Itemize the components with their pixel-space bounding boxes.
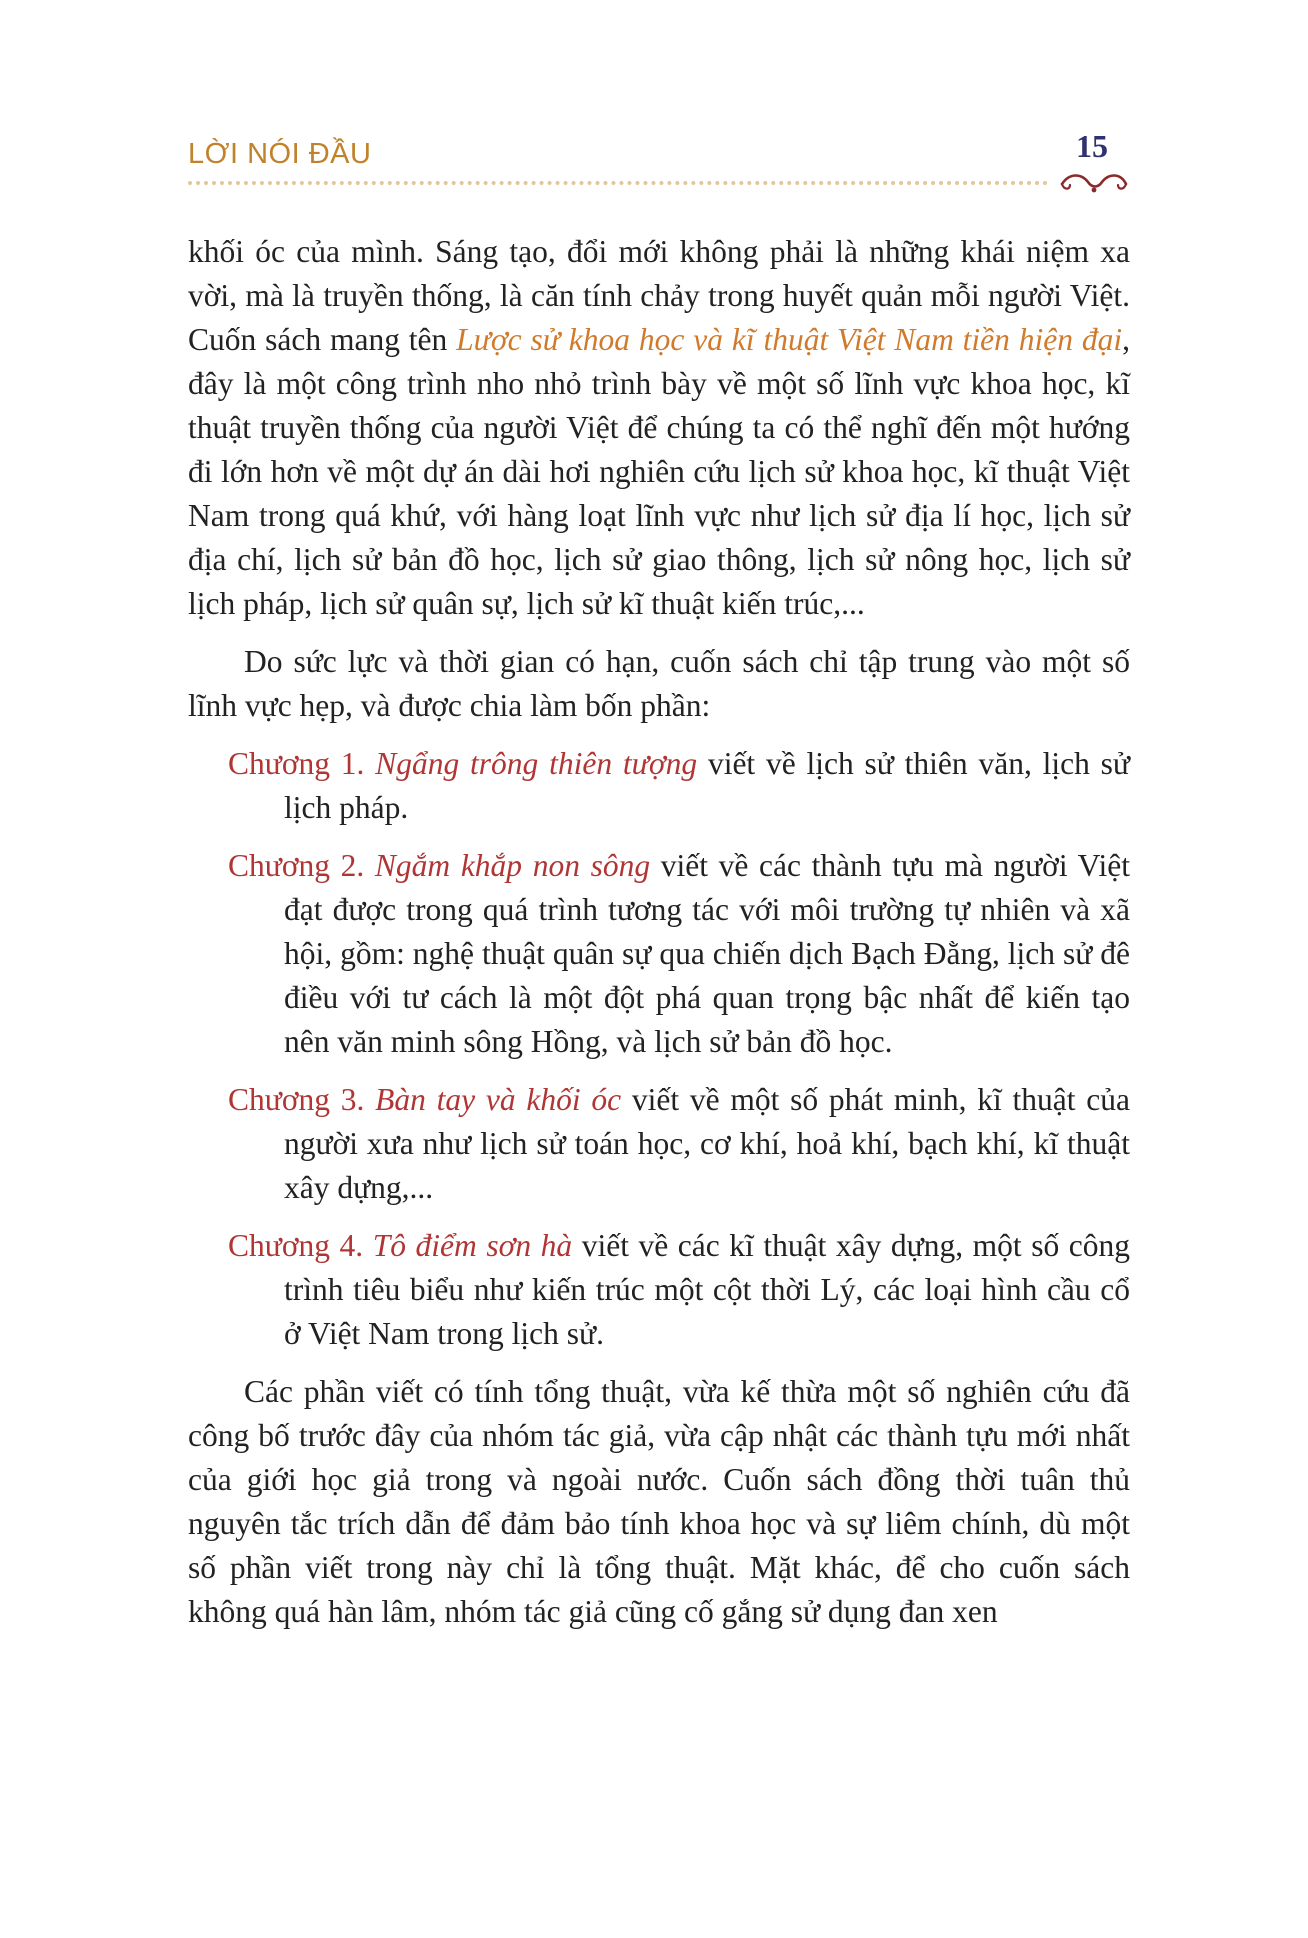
- chapter-2-item: [188, 844, 1130, 1064]
- paragraph-1-text-b: , đây là một công trình nho nhỏ trình bày về một số lĩnh vực khoa học, kĩ thuật truyền thống của người Việt để chúng ta có thể nghĩ đến một hướng đi lớn hơn về một dự án dài hơi nghiên cứu lịch sử khoa học, kĩ thuật Việt Nam trong quá khứ, với hàng loạt lĩnh vực như lịch sử địa lí học, lịch sử địa chí, lịch sử bản đồ học, lịch sử giao thông, lịch sử nông học, lịch sử lịch pháp, lịch sử quân sự, lịch sử kĩ thuật kiến trúc,...: [188, 322, 1130, 621]
- chapter-4-item: [188, 1224, 1130, 1356]
- chapter-2-title: Ngắm khắp non sông: [374, 848, 651, 883]
- chapter-3-item: [188, 1078, 1130, 1210]
- chapter-1-text: viết về lịch sử thiên văn, lịch sử lịch pháp.: [284, 746, 1130, 825]
- page-header: [188, 128, 1130, 198]
- paragraph-2: Do sức lực và thời gian có hạn, cuốn sách chỉ tập trung vào một số lĩnh vực hẹp, và được chia làm bốn phần:: [188, 644, 1130, 723]
- running-title: LỜI NÓI ĐẦU: [188, 138, 372, 170]
- chapter-3-label: Chương 3.: [228, 1082, 376, 1117]
- book-title: Lược sử khoa học và kĩ thuật Việt Nam tiền hiện đại: [456, 322, 1123, 357]
- paragraph-1: [188, 230, 1130, 626]
- flourish-ornament-icon: [1058, 168, 1130, 198]
- chapter-3-title: Bàn tay và khối óc: [375, 1082, 622, 1117]
- chapter-4-title: Tô điểm sơn hà: [372, 1228, 573, 1263]
- page-body: [188, 230, 1130, 1634]
- dotted-rule: [188, 181, 1048, 185]
- paragraph-1-text-a: khối óc của mình. Sáng tạo, đổi mới không phải là những khái niệm xa vời, mà là truyền thống, là căn tính chảy trong huyết quản mỗi người Việt. Cuốn sách mang tên: [188, 234, 1130, 357]
- chapter-4-label: Chương 4.: [228, 1228, 373, 1263]
- chapter-3-text: viết về một số phát minh, kĩ thuật của người xưa như lịch sử toán học, cơ khí, hoả khí, bạch khí, kĩ thuật xây dựng,...: [284, 1082, 1130, 1205]
- chapter-1-item: [188, 742, 1130, 830]
- chapter-1-label: Chương 1.: [228, 746, 376, 781]
- page-number: 15: [1076, 128, 1108, 164]
- paragraph-3: Các phần viết có tính tổng thuật, vừa kế thừa một số nghiên cứu đã công bố trước đây của nhóm tác giả, vừa cập nhật các thành tựu mới nhất của giới học giả trong và ngoài nước. Cuốn sách đồng thời tuân thủ nguyên tắc trích dẫn để đảm bảo tính khoa học và sự liêm chính, dù một số phần viết trong này chỉ là tổng thuật. Mặt khác, để cho cuốn sách không quá hàn lâm, nhóm tác giả cũng cố gắng sử dụng đan xen: [188, 1374, 1130, 1629]
- chapter-4-text: viết về các kĩ thuật xây dựng, một số công trình tiêu biểu như kiến trúc một cột thời Lý, các loại hình cầu cổ ở Việt Nam trong lịch sử.: [284, 1228, 1130, 1351]
- chapter-2-text: viết về các thành tựu mà người Việt đạt được trong quá trình tương tác với môi trường tự nhiên và xã hội, gồm: nghệ thuật quân sự qua chiến dịch Bạch Đằng, lịch sử đê điều với tư cách là một đột phá quan trọng bậc nhất để kiến tạo nên văn minh sông Hồng, và lịch sử bản đồ học.: [284, 848, 1131, 1059]
- chapter-2-label: Chương 2.: [228, 848, 375, 883]
- chapter-1-title: Ngẩng trông thiên tượng: [375, 746, 698, 781]
